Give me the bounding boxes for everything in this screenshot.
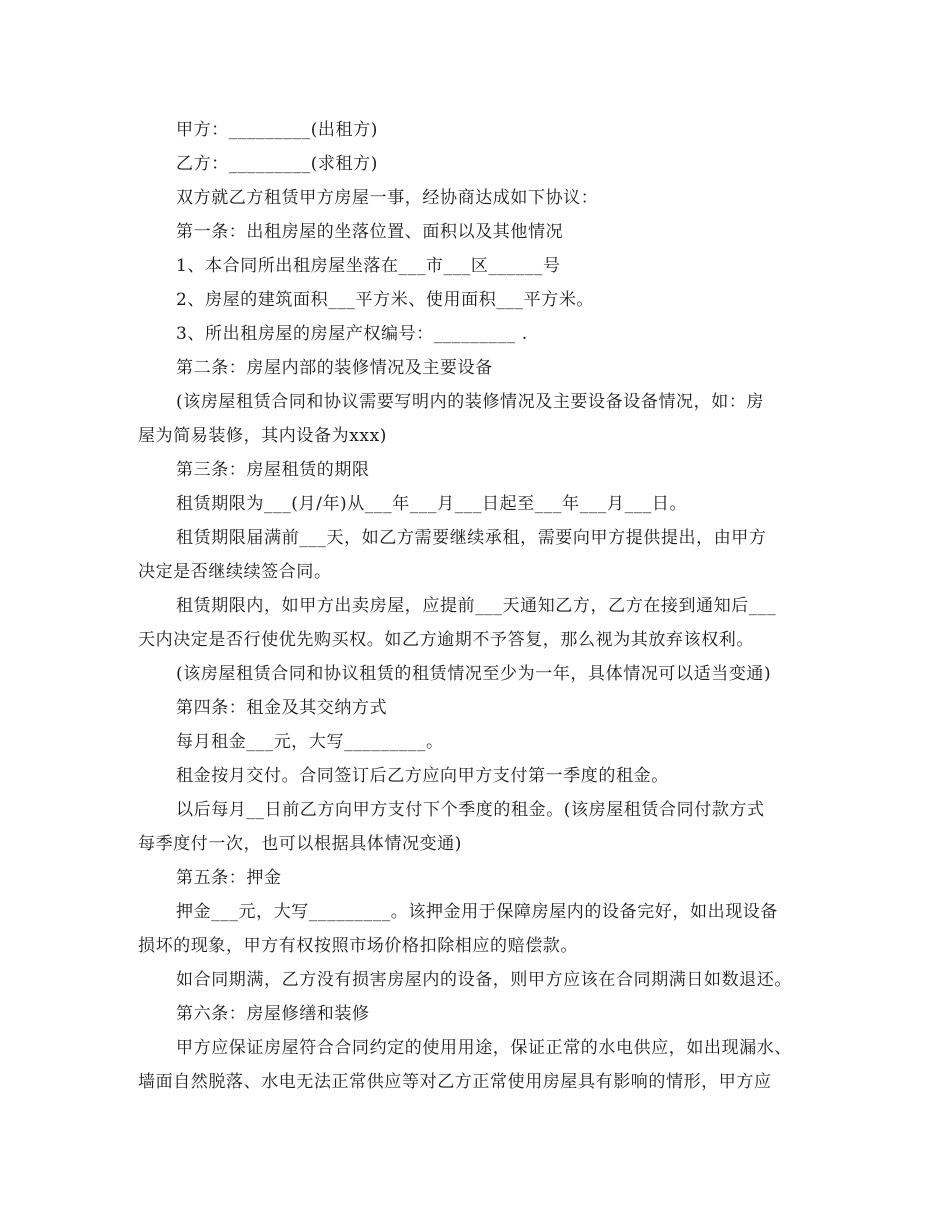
- preemption-clause-line-1: 租赁期限内，如甲方出卖房屋，应提前___天通知乙方，乙方在接到通知后___: [176, 596, 777, 616]
- contract-document: [138, 113, 828, 1099]
- article-1-item-3: 3、所出租房屋的房屋产权编号：_________ .: [176, 324, 528, 344]
- renewal-clause-line-1: 租赁期限届满前___天，如乙方需要继续承租，需要向甲方提供提出，由甲方: [176, 528, 767, 548]
- maintenance-clause: [138, 1031, 828, 1099]
- article-2-note: [138, 385, 828, 453]
- later-payment-line-2: 每季度付一次，也可以根据具体情况变通): [138, 834, 463, 854]
- article-6-heading: 第六条：房屋修缮和装修: [176, 1004, 370, 1024]
- deposit-clause: [138, 895, 828, 963]
- party-a-line: 甲方：_________(出租方): [176, 120, 378, 140]
- article-1-item-2: 2、房屋的建筑面积___平方米、使用面积___平方米。: [176, 290, 595, 310]
- party-b-line: 乙方：_________(求租方): [176, 154, 378, 174]
- article-1-item-1: 1、本合同所出租房屋坐落在___市___区______号: [176, 256, 561, 276]
- article-3-note: (该房屋租赁合同和协议租赁的租赁情况至少为一年，具体情况可以适当变通): [176, 664, 772, 684]
- rent-payment-text: 租金按月交付。合同签订后乙方应向甲方支付第一季度的租金。: [176, 766, 669, 786]
- deposit-refund-text: 如合同期满，乙方没有损害房屋内的设备，则甲方应该在合同期满日如数退还。: [176, 970, 792, 990]
- preemption-clause: [138, 589, 828, 657]
- article-1-heading: 第一条：出租房屋的坐落位置、面积以及其他情况: [176, 222, 564, 242]
- deposit-clause-line-2: 损坏的现象，甲方有权按照市场价格扣除相应的赔偿款。: [138, 936, 578, 956]
- article-2-heading: 第二条：房屋内部的装修情况及主要设备: [176, 358, 493, 378]
- maintenance-clause-line-2: 墙面自然脱落、水电无法正常供应等对乙方正常使用房屋具有影响的情形，甲方应: [138, 1072, 772, 1092]
- agreement-intro: 双方就乙方租赁甲方房屋一事，经协商达成如下协议：: [176, 188, 599, 208]
- maintenance-clause-line-1: 甲方应保证房屋符合合同约定的使用用途，保证正常的水电供应，如出现漏水、: [176, 1038, 792, 1058]
- article-2-note-line-1: (该房屋租赁合同和协议需要写明内的装修情况及主要设备设备情况，如：房: [176, 392, 765, 412]
- article-3-heading: 第三条：房屋租赁的期限: [176, 460, 370, 480]
- article-5-heading: 第五条：押金: [176, 868, 282, 888]
- monthly-rent-text: 每月租金___元，大写_________。: [176, 732, 444, 752]
- later-payment-clause: [138, 793, 828, 861]
- renewal-clause-line-2: 决定是否继续续签合同。: [138, 562, 332, 582]
- article-4-heading: 第四条：租金及其交纳方式: [176, 698, 388, 718]
- lease-term-text: 租赁期限为___(月/年)从___年___月___日起至___年___月___日。: [176, 494, 688, 514]
- later-payment-line-1: 以后每月__日前乙方向甲方支付下个季度的租金。(该房屋租赁合同付款方式: [176, 800, 765, 820]
- article-2-note-line-2: 屋为简易装修，其内设备为xxx): [138, 426, 387, 446]
- deposit-clause-line-1: 押金___元，大写_________。该押金用于保障房屋内的设备完好，如出现设备: [176, 902, 778, 922]
- renewal-clause: [138, 521, 828, 589]
- preemption-clause-line-2: 天内决定是否行使优先购买权。如乙方逾期不予答复，那么视为其放弃该权利。: [138, 630, 754, 650]
